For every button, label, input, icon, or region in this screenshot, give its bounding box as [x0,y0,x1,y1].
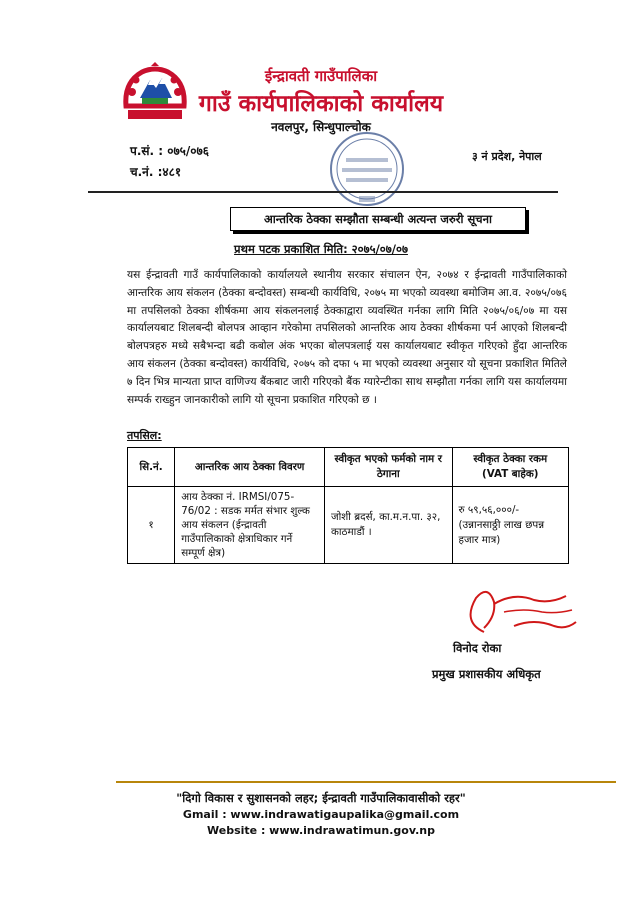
cell-firm: जोशी ब्रदर्स, का.म.न.पा. ३२, काठमाडौं । [324,487,452,564]
notice-title: आन्तरिक ठेक्का सम्झौता सम्बन्धी अत्यन्त जरुरी सूचना [230,207,526,231]
header-sn: सि.नं. [128,448,175,487]
header-divider [88,191,558,193]
cell-description: आय ठेक्का नं. IRMSI/075-76/02 : सडक मर्मत संभार शुल्क आय संकलन (ईन्द्रावती गाउँपालिकाको क्षेत्राधिकार गर्ने सम्पूर्ण क्षेत्र) [175,487,325,564]
header-amount: स्वीकृत ठेक्का रकम (VAT बाहेक) [452,448,569,487]
signatory-title: प्रमुख प्रशासकीय अधिकृत [432,667,541,681]
publication-date: प्रथम पटक प्रकाशित मिति: २०७५/०७/०७ [234,242,408,256]
footer-slogan: "दिगो विकास र सुशासनको लहर; ईन्द्रावती गाउँपालिकावासीको रहर" [176,791,466,805]
province-label: ३ नं प्रदेश, नेपाल [472,150,542,163]
footer-email: Gmail : www.indrawatigaupalika@gmail.com [182,808,460,821]
signature-icon [454,582,584,642]
tapasil-label: तपसिल: [127,429,162,442]
footer-divider [116,781,616,783]
municipality-name: ईन्द्रावती गाउँपालिका [264,67,378,85]
footer-website: Website : www.indrawatimun.gov.np [207,824,435,837]
table-row [128,487,569,564]
patra-number: प.सं. : ०७५/०७६ [130,144,210,158]
table-header-row [128,448,569,487]
cell-amount: रु ५९,५६,०००/- (उन्नानसाठ्ठी लाख छपन्न हजार मात्र) [452,487,569,564]
cell-sn: १ [128,487,175,564]
office-address: नवलपुर, सिन्धुपाल्चोक [271,120,371,134]
signatory-name: विनोद रोका [453,641,502,655]
contract-table [127,447,569,564]
reference-numbers [130,141,209,183]
header-description: आन्तरिक आय ठेक्का विवरण [175,448,325,487]
office-stamp-icon [326,128,408,210]
notice-body: यस ईन्द्रावती गाउँ कार्यपालिकाको कार्यालयले स्थानीय सरकार संचालन ऐन, २०७४ र ईन्द्रावती गाउँपालिकाको आन्तरिक आय संकलन (ठेक्का बन्दोवस्त) सम्बन्धी कार्यविधि, २०७५ मा भएको व्यवस्था बमोजिम आ.व. २०७५/०७६ मा तपसिलको ठेक्का शीर्षकमा आय संकलनलाई ठेक्काद्वारा व्यवस्थित गर्नका लागि मिति २०७५/०६/०७ मा यस कार्यालयबाट शिलबन्दी बोलपत्र आव्हान गरेकोमा तपसिलको आन्तरिक आय ठेक्का शीर्षकमा पर्न आएको शिलबन्दी बोलपत्रहरु मध्ये सबैभन्दा बढी कबोल अंक भएका बोलपत्रलाई यस कार्यालयबाट स्वीकृत गरिएको हुँदा आन्तरिक आय संकलन (ठेक्का बन्दोवस्त) कार्यविधि, २०७५ को दफा ५ मा भएको व्यवस्था अनुसार यो सूचना प्रकाशित मितिले ७ दिन भित्र मान्यता प्राप्त वाणिज्य बैंकबाट जारी गरिएको बैंक ग्यारेन्टीका साथ सम्झौता गर्नका लागि यस कार्यालयमा सम्पर्क राख्हुन जानकारीको लागि यो सूचना प्रकाशित गरिएको छ । [127,269,567,406]
header-firm: स्वीकृत भएको फर्मको नाम र ठेगाना [324,448,452,487]
office-name: गाउँ कार्यपालिकाको कार्यालय [198,91,444,117]
chalani-number: च.नं. :४८१ [130,165,182,179]
